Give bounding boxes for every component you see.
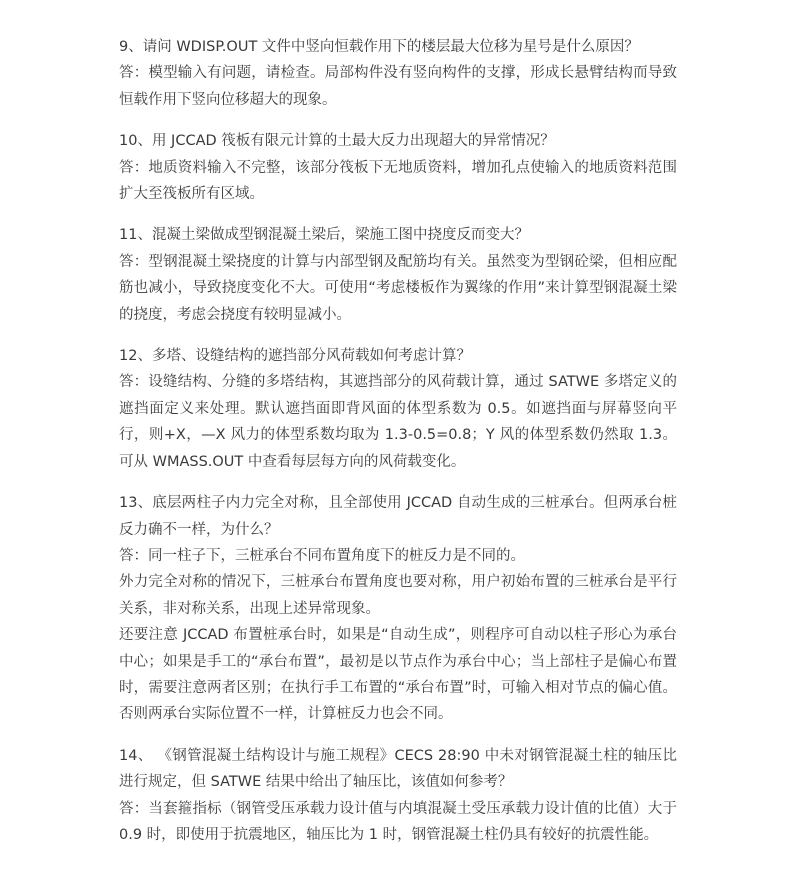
document-body <box>119 34 677 848</box>
question-text: 9、请问 WDISP.OUT 文件中竖向恒载作用下的楼层最大位移为星号是什么原因？ <box>119 39 639 55</box>
answer-text: 答：设缝结构、分缝的多塔结构，其遮挡部分的风荷载计算，通过 SATWE 多塔定义的遮挡面定义来处理。默认遮挡面即背风面的体型系数为 0.5。如遮挡面与屏幕竖向平行，则+X，—X 风力的体型系数均取为 1.3-0.5=0.8；Y 风的体型系数仍然取 1.3。可从 WMASS.OUT 中查看每层每方向的风荷载变化。 <box>119 374 677 470</box>
qa-item-11 <box>119 222 677 328</box>
qa-item-12 <box>119 343 677 475</box>
answer-text: 答：同一柱子下，三桩承台不同布置角度下的桩反力是不同的。 <box>119 547 525 564</box>
answer-paragraph: 还要注意 JCCAD 布置桩承台时，如果是“自动生成”，则程序可自动以柱子形心为承台中心；如果是手工的“承台布置”，最初是以节点作为承台中心；当上部柱子是偏心布置时，需要注意两者区别；在执行手工布置的“承台布置”时，可输入相对节点的偏心值。否则两承台实际位置不一样，计算桩反力也会不同。 <box>119 627 677 723</box>
question-text: 11、混凝土梁做成型钢混凝土梁后，梁施工图中挠度反而变大？ <box>119 227 529 244</box>
qa-item-10 <box>119 128 677 207</box>
question-text: 13、底层两柱子内力完全对称，且全部使用 JCCAD 自动生成的三桩承台。但两承台桩反力确不一样，为什么？ <box>119 495 677 538</box>
answer-text: 答：模型输入有问题，请检查。局部构件没有竖向构件的支撑，形成长悬臂结构而导致恒载作用下竖向位移超大的现象。 <box>119 65 677 108</box>
qa-item-13 <box>119 490 677 728</box>
question-text: 12、多塔、设缝结构的遮挡部分风荷载如何考虑计算？ <box>119 348 471 365</box>
answer-text: 答：当套箍指标（钢管受压承载力设计值与内填混凝土受压承载力设计值的比值）大于 0.9 时，即使用于抗震地区，轴压比为 1 时，钢管混凝土柱仍具有较好的抗震性能。 <box>119 800 677 843</box>
question-text: 10、用 JCCAD 筏板有限元计算的土最大反力出现超大的异常情况？ <box>119 133 555 150</box>
answer-text: 答：型钢混凝土梁挠度的计算与内部型钢及配筋均有关。虽然变为型钢砼梁，但相应配筋也减小，导致挠度变化不大。可使用“考虑楼板作为翼缘的作用”来计算型钢混凝土梁的挠度，考虑会挠度有较明显减小。 <box>119 253 677 323</box>
answer-paragraph: 外力完全对称的情况下，三桩承台布置角度也要对称，用户初始布置的三桩承台是平行关系，非对称关系，出现上述异常现象。 <box>119 574 677 617</box>
qa-item-9 <box>119 34 677 113</box>
qa-item-14 <box>119 743 677 849</box>
question-text: 14、 《钢管混凝土结构设计与施工规程》CECS 28:90 中未对钢管混凝土柱的轴压比进行规定，但 SATWE 结果中给出了轴压比，该值如何参考？ <box>119 747 677 791</box>
answer-text: 答：地质资料输入不完整，该部分筏板下无地质资料，增加孔点使输入的地质资料范围扩大至筏板所有区域。 <box>119 159 677 203</box>
